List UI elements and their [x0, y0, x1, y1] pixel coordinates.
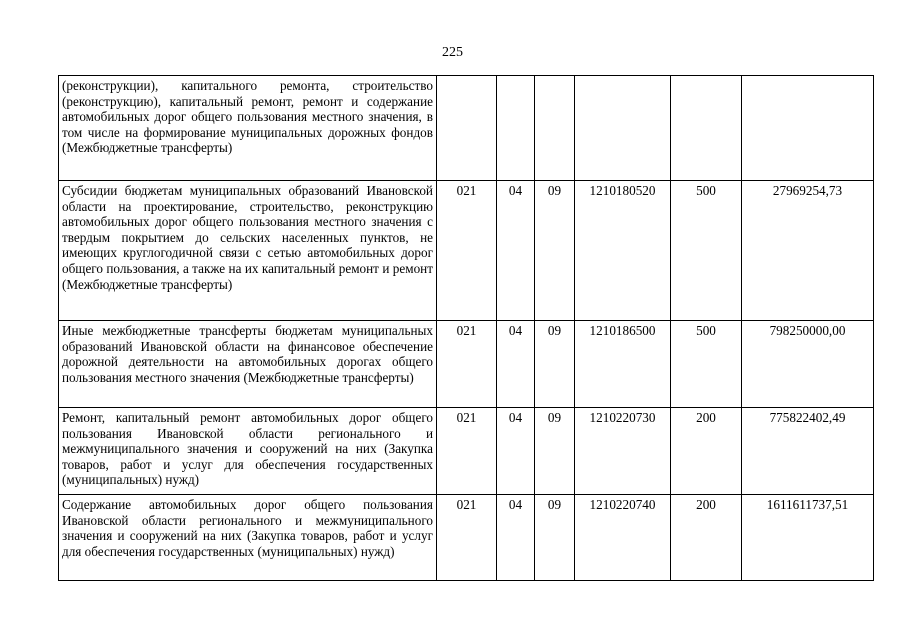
table-row: [59, 495, 874, 581]
expense-type-code: 200: [671, 408, 742, 495]
target-article-code: 1210220730: [575, 408, 671, 495]
target-article-code: 1210180520: [575, 181, 671, 321]
amount-value: 1611611737,51: [742, 495, 874, 581]
section-code: 04: [497, 408, 535, 495]
target-article-code: 1210186500: [575, 321, 671, 408]
section-code: 04: [497, 495, 535, 581]
ministry-code: 021: [437, 181, 497, 321]
target-article-code: [575, 76, 671, 181]
expense-type-code: 500: [671, 181, 742, 321]
expense-type-code: 500: [671, 321, 742, 408]
target-article-code: 1210220740: [575, 495, 671, 581]
row-description: (реконструкции), капитального ремонта, строительство (реконструкцию), капитальный ремонт, ремонт и содержание автомобильных дорог общего пользования местного значения, в том числе на формирование муниципальных дорожных фондов (Межбюджетные трансферты): [59, 76, 437, 181]
ministry-code: 021: [437, 495, 497, 581]
table-row: [59, 76, 874, 181]
ministry-code: 021: [437, 321, 497, 408]
row-description: Ремонт, капитальный ремонт автомобильных дорог общего пользования Ивановской области регионального и межмуниципального значения и сооружений на них (Закупка товаров, работ и услуг для обеспечения государственных (муниципальных) нужд): [59, 408, 437, 495]
expense-type-code: 200: [671, 495, 742, 581]
section-code: 04: [497, 321, 535, 408]
page-number: 225: [442, 45, 463, 60]
expense-type-code: [671, 76, 742, 181]
section-code: [497, 76, 535, 181]
table-row: [59, 321, 874, 408]
table-row: [59, 181, 874, 321]
subsection-code: [535, 76, 575, 181]
section-code: 04: [497, 181, 535, 321]
amount-value: 775822402,49: [742, 408, 874, 495]
amount-value: [742, 76, 874, 181]
row-description: Субсидии бюджетам муниципальных образований Ивановской области на проектирование, строительство, реконструкцию автомобильных дорог общего пользования местного значения с твердым покрытием до сельских населенных пунктов, не имеющих круглогодичной связи с сетью автомобильных дорог общего пользования, а также на их капитальный ремонт и ремонт (Межбюджетные трансферты): [59, 181, 437, 321]
budget-table: [58, 75, 874, 581]
row-description: Содержание автомобильных дорог общего пользования Ивановской области регионального и межмуниципального значения и сооружений на них (Закупка товаров, работ и услуг для обеспечения государственных (муниципальных) нужд): [59, 495, 437, 581]
subsection-code: 09: [535, 408, 575, 495]
row-description: Иные межбюджетные трансферты бюджетам муниципальных образований Ивановской области на финансовое обеспечение дорожной деятельности на автомобильных дорогах общего пользования местного значения (Межбюджетные трансферты): [59, 321, 437, 408]
amount-value: 27969254,73: [742, 181, 874, 321]
subsection-code: 09: [535, 181, 575, 321]
amount-value: 798250000,00: [742, 321, 874, 408]
subsection-code: 09: [535, 495, 575, 581]
ministry-code: 021: [437, 408, 497, 495]
table-row: [59, 408, 874, 495]
subsection-code: 09: [535, 321, 575, 408]
ministry-code: [437, 76, 497, 181]
